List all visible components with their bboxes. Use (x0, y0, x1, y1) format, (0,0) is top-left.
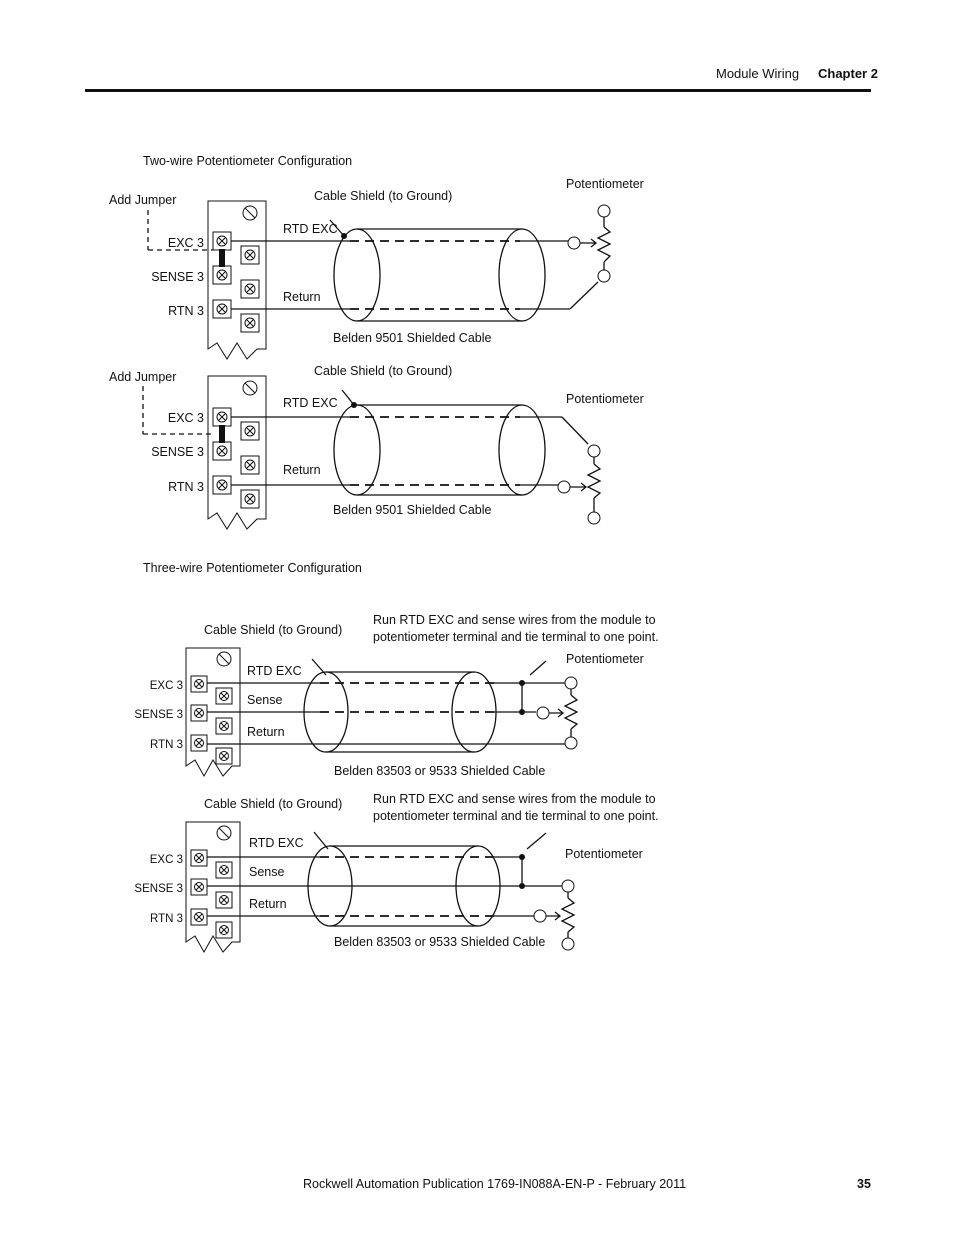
cable-type-label: Belden 83503 or 9533 Shielded Cable (334, 935, 546, 949)
return-label: Return (247, 725, 285, 739)
return-label: Return (249, 897, 287, 911)
rtd-exc-label: RTD EXC (283, 222, 338, 236)
return-label: Return (283, 463, 321, 477)
cable-end-left (334, 229, 380, 321)
cable-shield-label: Cable Shield (to Ground) (204, 623, 343, 637)
terminal-block-screws (191, 826, 232, 938)
terminal-rtn3-label: RTN 3 (168, 304, 204, 318)
jumper-bar (219, 249, 225, 267)
header-section-title: Module Wiring (716, 66, 800, 81)
tie-note-line2: potentiometer terminal and tie terminal to one point. (373, 630, 659, 644)
terminal-exc3-label: EXC 3 (167, 411, 204, 425)
potentiometer-symbol (568, 205, 610, 282)
cable-end-left (334, 405, 380, 495)
potentiometer-symbol (537, 677, 577, 749)
diagram-three-wire-a (134, 613, 658, 778)
potentiometer-label: Potentiometer (566, 652, 644, 666)
terminal-exc3-label: EXC 3 (149, 854, 183, 866)
tie-note-line2: potentiometer terminal and tie terminal to one point. (373, 809, 659, 823)
three-wire-caption: Three-wire Potentiometer Configuration (143, 561, 362, 575)
rtd-exc-label: RTD EXC (249, 836, 304, 850)
terminal-sense3-label: SENSE 3 (151, 270, 204, 284)
rtd-exc-label: RTD EXC (247, 664, 302, 678)
rtd-exc-label: RTD EXC (283, 396, 338, 410)
terminal-block-screws (213, 381, 259, 508)
cable-shield-label: Cable Shield (to Ground) (314, 189, 453, 203)
two-wire-caption: Two-wire Potentiometer Configuration (143, 154, 353, 168)
potentiometer-label: Potentiometer (566, 177, 644, 191)
cable-shield-label: Cable Shield (to Ground) (204, 797, 343, 811)
terminal-rtn3-label: RTN 3 (168, 480, 204, 494)
terminal-sense3-label: SENSE 3 (151, 445, 204, 459)
potentiometer-label: Potentiometer (566, 392, 644, 406)
sense-label: Sense (249, 865, 285, 879)
terminal-exc3-label: EXC 3 (149, 680, 183, 692)
cable-type-label: Belden 9501 Shielded Cable (333, 331, 492, 345)
jumper-bar (219, 425, 225, 443)
diagram-three-wire-b (134, 792, 658, 952)
cable-end-right (499, 405, 545, 495)
diagram-two-wire-a (109, 177, 644, 359)
diagram-two-wire-b (109, 364, 644, 529)
potentiometer-label: Potentiometer (565, 847, 643, 861)
return-label: Return (283, 290, 321, 304)
footer-page-number: 35 (857, 1177, 871, 1191)
footer-publication: Rockwell Automation Publication 1769-IN088A-EN-P - February 2011 (303, 1177, 687, 1191)
cable-shield-label: Cable Shield (to Ground) (314, 364, 453, 378)
potentiometer-symbol (558, 445, 600, 524)
terminal-exc3-label: EXC 3 (167, 236, 204, 250)
terminal-sense3-label: SENSE 3 (134, 883, 183, 895)
cable-end-right (499, 229, 545, 321)
terminal-rtn3-label: RTN 3 (149, 913, 183, 925)
add-jumper-label: Add Jumper (109, 370, 177, 384)
terminal-rtn3-label: RTN 3 (149, 739, 183, 751)
add-jumper-label: Add Jumper (109, 193, 177, 207)
tie-note-line1: Run RTD EXC and sense wires from the module to (373, 613, 656, 627)
tie-note-line1: Run RTD EXC and sense wires from the module to (373, 792, 656, 806)
sense-label: Sense (247, 693, 283, 707)
terminal-sense3-label: SENSE 3 (134, 709, 183, 721)
cable-type-label: Belden 83503 or 9533 Shielded Cable (334, 764, 546, 778)
header-chapter-label: Chapter 2 (818, 66, 878, 81)
terminal-block-screws (191, 652, 232, 764)
cable-type-label: Belden 9501 Shielded Cable (333, 503, 492, 517)
terminal-block-screws (213, 206, 259, 332)
